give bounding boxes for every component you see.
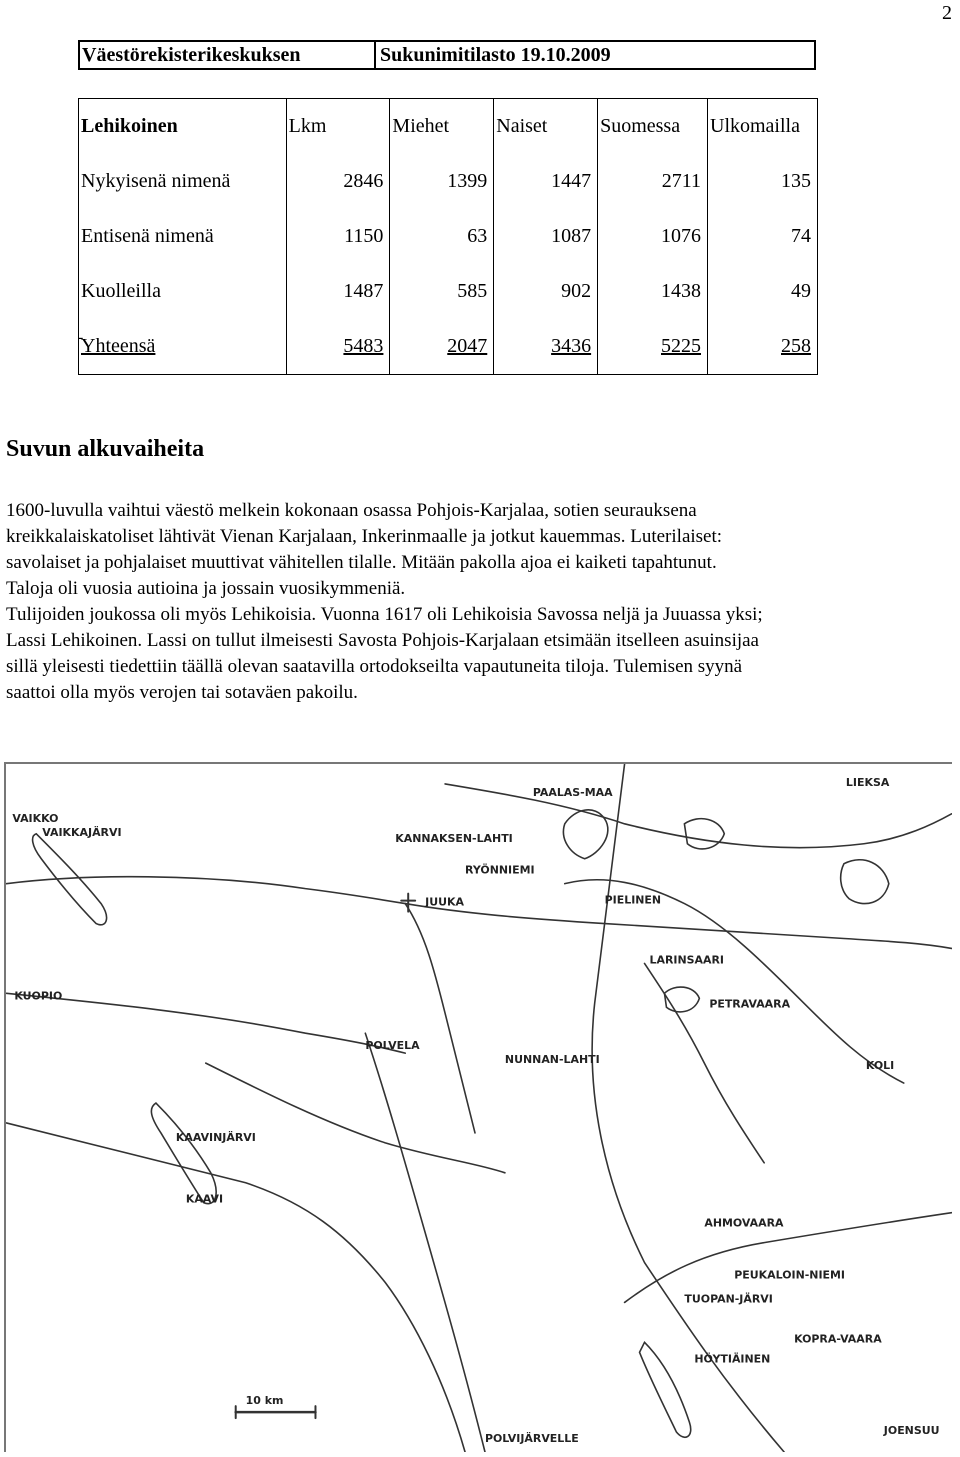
text-line: savolaiset ja pohjalaiset muuttivat vähitellen tilalle. Mitään pakolla ajoa ei kaiketi tapahtunut. [6,552,717,573]
table-cell: 49 [708,264,818,319]
road [6,1123,465,1452]
table-cell: 1438 [598,264,708,319]
table-cell: 3436 [494,319,598,375]
map-label: KAAVINJÄRVI [175,1130,256,1144]
text-line: Lassi Lehikoinen. Lassi on tullut ilmeisesti Savosta Pohjois-Karjalaan etsimään itselleen asuinsijaa [6,630,759,651]
map-label: PIELINEN [604,893,662,907]
table-cell: 1087 [494,209,598,264]
table-cell: 1076 [598,209,708,264]
map-label: LARINSAARI [649,953,725,967]
lake-shore [645,963,765,1162]
road [405,904,475,1133]
map-label: POLVELA [365,1039,420,1053]
header-left: Väestörekisterikeskuksen [80,42,376,68]
table-header: Lkm [286,99,390,155]
table-header-row [79,99,818,155]
table-header: Suomessa [598,99,708,155]
island [841,860,889,904]
table-row [79,209,818,264]
road [6,993,405,1053]
lake [151,1103,216,1204]
text-line: sillä yleisesti tiedettiin täällä olevan saatavilla ortodokseilta vapautuneita tiloja. Tulemisen syynä [6,656,743,677]
text-line: kreikkalaiskatoliset lähtivät Vienan Karjalaan, Inkerinmaalle ja jotkut kauemmas. Luterilaiset: [6,526,723,547]
road [206,1063,505,1173]
hand-drawn-map [4,762,952,1452]
body-text [6,498,954,706]
island [664,987,699,1012]
map-label: KOPRA-VAARA [794,1332,882,1346]
map-label: 10 km [245,1394,284,1408]
table-cell: 585 [390,264,494,319]
header-box [78,40,816,70]
row-label: Yhteensä [79,319,287,375]
lake-shore [445,784,952,848]
table-cell: 2047 [390,319,494,375]
map-label: PEUKALOIN-NIEMI [734,1268,846,1282]
table-header: Miehet [390,99,494,155]
road [625,1213,952,1306]
map-label: PAALAS-MAA [532,785,613,799]
table-row-total [79,319,818,375]
map-label: TUOPAN-JÄRVI [684,1292,773,1306]
table-cell: 5225 [598,319,708,375]
stray-dash: - [78,329,84,346]
map-label: KANNAKSEN-LAHTI [395,831,513,845]
table-cell: 74 [708,209,818,264]
text-line: Taloja oli vuosia autioina ja jossain vuosikymmeniä. [6,578,406,599]
text-line: 1600-luvulla vaihtui väestö melkein kokonaan osassa Pohjois-Karjalaa, sotien seurauksena [6,500,697,521]
table-cell: 902 [494,264,598,319]
surname-stats-table [78,98,818,375]
table-cell: 1150 [286,209,390,264]
map-label: RYÖNNIEMI [465,863,535,877]
section-title: Suvun alkuvaiheita [6,436,205,462]
map-label: JOENSUU [883,1424,940,1438]
row-label: Kuolleilla [79,264,287,319]
text-line: Tulijoiden joukossa oli myös Lehikoisia. Vuonna 1617 oli Lehikoisia Savossa neljä ja Juuassa yksi; [6,604,763,625]
table-cell: 2846 [286,154,390,209]
map-label: HÖYTIÄINEN [694,1352,771,1366]
island [684,819,724,849]
table-cell: 258 [708,319,818,375]
row-label: Entisenä nimenä [79,209,287,264]
page-number: 2 [942,2,952,24]
table-cell: 1487 [286,264,390,319]
road [592,764,784,1452]
map-label: VAIKKO [12,811,59,825]
map-label: POLVIJÄRVELLE [484,1432,579,1446]
map-label: JUUKA [425,895,464,909]
lake [640,1342,691,1437]
table-cell: 2711 [598,154,708,209]
map-label: LIEKSA [845,775,890,789]
table-cell: 63 [390,209,494,264]
map-label: PETRAVAARA [709,997,791,1011]
lake-shore [565,880,904,1083]
text-line: saattoi olla myös verojen tai sotaväen pakoilu. [6,682,358,703]
table-cell: 1447 [494,154,598,209]
header-right: Sukunimitilasto 19.10.2009 [380,43,611,66]
road [405,904,951,949]
map-label: VAIKKAJÄRVI [42,825,122,839]
map-label: KOLI [865,1059,895,1073]
map-label: KUOPIO [14,989,63,1003]
table-header: Naiset [494,99,598,155]
map-drawing [6,764,952,1452]
map-label: NUNNAN-LAHTI [504,1053,600,1067]
table-row [79,154,818,209]
table-header: Ulkomailla [708,99,818,155]
row-label: Nykyisenä nimenä [79,154,287,209]
table-cell: 5483 [286,319,390,375]
table-cell: 1399 [390,154,494,209]
map-label: AHMOVAARA [704,1216,784,1230]
table-cell: 135 [708,154,818,209]
road [365,1033,485,1452]
table-row [79,264,818,319]
map-label: KAAVI [185,1192,224,1206]
table-header: Lehikoinen [79,99,287,155]
